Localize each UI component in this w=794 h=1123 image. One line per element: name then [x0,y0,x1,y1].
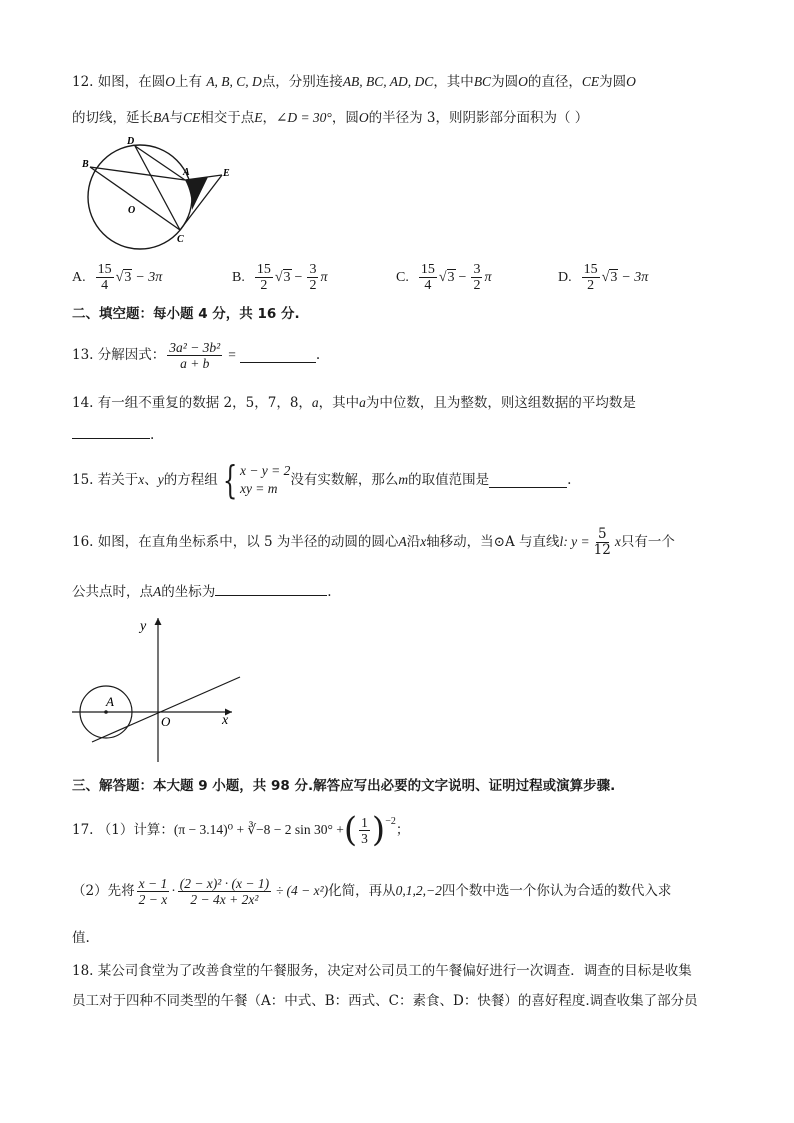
q15-text: 的取值范围是 [408,472,490,488]
fig-label-D: D [127,136,135,147]
q17-part2 [72,872,671,910]
option-tail: − 3π [621,269,649,285]
q15-text: 15. 若关于 [72,472,139,488]
q13-fraction [167,340,222,371]
option-tail: π [320,269,328,285]
math-eq: : y = [563,534,590,549]
math-var: a [311,395,319,410]
paren-left: ( [343,810,358,850]
q12-option-d[interactable] [558,262,648,293]
math-var: y [157,472,164,487]
q16-fraction [592,527,613,558]
q16-text: 沿 [406,534,421,550]
math-var: E [254,110,263,125]
math-points: A, B, C, D [206,74,262,89]
sqrt-sign: √ [274,269,283,285]
equation-system [218,458,291,502]
line-DC [135,146,180,230]
q12-text: 为圆 [491,74,519,90]
q17-fraction [359,815,370,846]
minus-sign: − [294,269,303,285]
fraction-denominator: 2 [473,278,481,293]
q14-line1 [72,393,636,413]
sqrt-radicand: 3 [283,270,291,285]
q16-text: 只有一个 [620,534,675,550]
fig-label-B: B [82,159,89,170]
q13-prefix: 13. 分解因式： [72,347,166,363]
fraction-denominator: 4 [101,278,109,293]
math-var: x [420,534,427,549]
q17-text: 17. （1）计算： [72,822,174,838]
math-segments: AB, BC, AD, DC [342,74,434,89]
q12-text: 为圆 [599,74,627,90]
fraction [307,262,318,293]
paren-right: ) [371,810,386,850]
q17-text: 化简，再从 [328,883,396,899]
fraction-1 [137,876,170,907]
q16-figure [68,612,258,770]
q16-end: . [327,584,332,600]
fraction [255,262,273,293]
brace-icon: { [222,458,238,502]
q12-text: 相交于点 [200,110,255,126]
option-label: D. [558,269,572,285]
fraction-numerator: 3a² − 3b² [169,339,221,355]
q17-numbers: 0,1,2,−2 [395,883,442,898]
fraction-denominator: 12 [593,541,611,558]
fraction-numerator: 15 [583,262,598,277]
q16-line1 [72,524,675,560]
q12-text: 与 [169,110,183,126]
fraction-denominator: 2 − x [138,891,168,907]
q17-text: （2）先将 [72,883,135,899]
q17-expression: (π − 3.14)⁰ + ∛−8 − 2 sin 30° + [173,822,344,837]
section3-title: 三、解答题：本大题 9 小题，共 98 分.解答应写出必要的文字说明、证明过程或演算步骤. [72,778,616,794]
equals-sign: = [228,347,236,362]
division-operator: ÷ [276,883,284,898]
origin-label: O [161,714,171,729]
math-var: BC [473,74,492,89]
option-tail: − 3π [135,269,163,285]
fraction-denominator: 2 − 4x + 2x² [190,891,259,907]
q14-text: ，其中 [318,395,360,411]
q16-text: 的坐标为 [161,584,216,600]
math-var: x [138,472,145,487]
q15-text: 、 [144,472,158,488]
q15-text: 没有实数解，那么 [290,472,399,488]
fig-label-E: E [223,168,230,179]
math-var: BA [153,110,170,125]
q12-text: 12. 如图，在圆 [72,74,166,90]
math-var: O [165,74,176,89]
section2-title: 二、填空题：每小题 4 分，共 16 分. [72,306,300,322]
q12-text: 的半径为 3，则阴影部分面积为（ ） [368,110,589,126]
fraction-denominator: 2 [587,278,595,293]
q12-text: 点，分别连接 [261,74,343,90]
fraction-denominator: 2 [309,278,317,293]
q12-text: ， [262,110,277,126]
fraction-numerator: x − 1 [138,875,168,891]
equation-1: x − y = 2 [239,463,291,478]
answer-blank[interactable] [72,424,150,439]
fraction-numerator: 5 [597,525,607,542]
q12-option-c[interactable] [396,262,491,293]
q12-text: ，圆 [331,110,359,126]
q14-end: . [150,427,155,443]
q17-part1 [72,810,409,850]
math-var: O [518,74,528,89]
q12-line1 [72,72,636,92]
dot-operator: · [171,883,176,898]
q16-text: 轴移动，当⊙A 与直线 [426,534,560,550]
option-tail: π [484,269,492,285]
math-var: A [398,534,407,549]
fraction-numerator: 1 [361,814,368,830]
q12-text: 的切线，延长 [72,110,153,126]
fig-label-C: C [177,234,184,245]
fraction-numerator: (2 − x)² · (x − 1) [179,875,270,891]
sqrt-sign: √ [601,269,610,285]
line-BC [90,167,180,230]
q14-text: 为中位数，且为整数，则这组数据的平均数是 [365,395,636,411]
answer-blank[interactable] [240,348,316,363]
q12-text: 上有 [175,74,203,90]
math-var: O [358,110,369,125]
axis-label-y: y [140,619,147,634]
math-angle: ∠D = 30° [276,110,332,125]
line-DA [135,146,185,180]
line-BA [90,167,185,180]
q16-text: 16. 如图，在直角坐标系中，以 5 为半径的动圆的圆心 [72,534,399,550]
math-var: O [626,74,636,89]
q12-text: 的直径， [527,74,582,90]
q15 [72,458,571,502]
q14-line2 [72,424,154,445]
q14-text: 14. 有一组不重复的数据 2，5，7，8， [72,395,312,411]
fraction-denominator: 3 [361,830,368,846]
q18-line1: 18. 某公司食堂为了改善食堂的午餐服务，决定对公司员工的午餐偏好进行一次调查．调查的目标是收集 [72,963,692,979]
sqrt-radicand: 3 [610,270,618,285]
q17-paren-expr: (4 − x²) [286,883,329,898]
q18-line2: 员工对于四种不同类型的午餐（A：中式、B：西式、C：素食、D：快餐）的喜好程度.调查收集了部分员 [72,993,698,1009]
point-label-a: A [106,694,114,709]
sqrt-sign: √ [115,269,124,285]
q12-figure [80,135,240,260]
math-var: m [398,472,409,487]
math-var: a [359,395,366,410]
sqrt-radicand: 3 [447,270,455,285]
math-var: l [559,534,564,549]
q17-text: 四个数中选一个你认为合适的数代入求 [441,883,672,899]
q17-part2-line2: 值. [72,930,90,946]
q16-line2 [72,581,332,602]
q13 [72,337,320,373]
q17-end: ； [395,822,410,838]
fraction-numerator: 15 [97,262,112,277]
answer-blank[interactable] [215,581,327,596]
q16-text: 公共点时，点 [72,584,153,600]
fraction-denominator: a + b [180,355,210,371]
fraction-2 [178,876,271,907]
q12-option-a[interactable] [72,262,162,293]
center-a-dot [104,710,108,714]
fig-label-A: A [183,167,190,178]
option-label: A. [72,269,86,285]
axis-label-x: x [222,713,229,728]
fraction-denominator: 4 [424,278,432,293]
fraction [582,262,600,293]
answer-blank[interactable] [489,473,567,488]
fraction-numerator: 15 [420,262,435,277]
q12-line2 [72,108,588,128]
q15-text: 的方程组 [163,472,218,488]
math-var: A [153,584,162,599]
sqrt-radicand: 3 [124,270,132,285]
shaded-region [185,177,208,210]
fraction-numerator: 15 [256,262,271,277]
math-var: CE [581,74,600,89]
fraction [471,262,482,293]
q13-end: . [315,347,321,363]
math-var: x [614,534,621,549]
q15-end: . [567,472,572,488]
math-var: CE [183,110,201,125]
fraction [96,262,114,293]
exponent: −2 [385,816,396,827]
fig-label-O: O [128,205,136,216]
fraction-numerator: 3 [309,262,317,277]
fraction-numerator: 3 [473,262,481,277]
q12-option-b[interactable] [232,262,327,293]
sqrt-sign: √ [438,269,447,285]
fraction [419,262,437,293]
option-label: B. [232,269,245,285]
option-label: C. [396,269,409,285]
minus-sign: − [458,269,467,285]
fraction-denominator: 2 [260,278,268,293]
q12-text: ，其中 [433,74,474,90]
equation-2: xy = m [239,481,278,496]
